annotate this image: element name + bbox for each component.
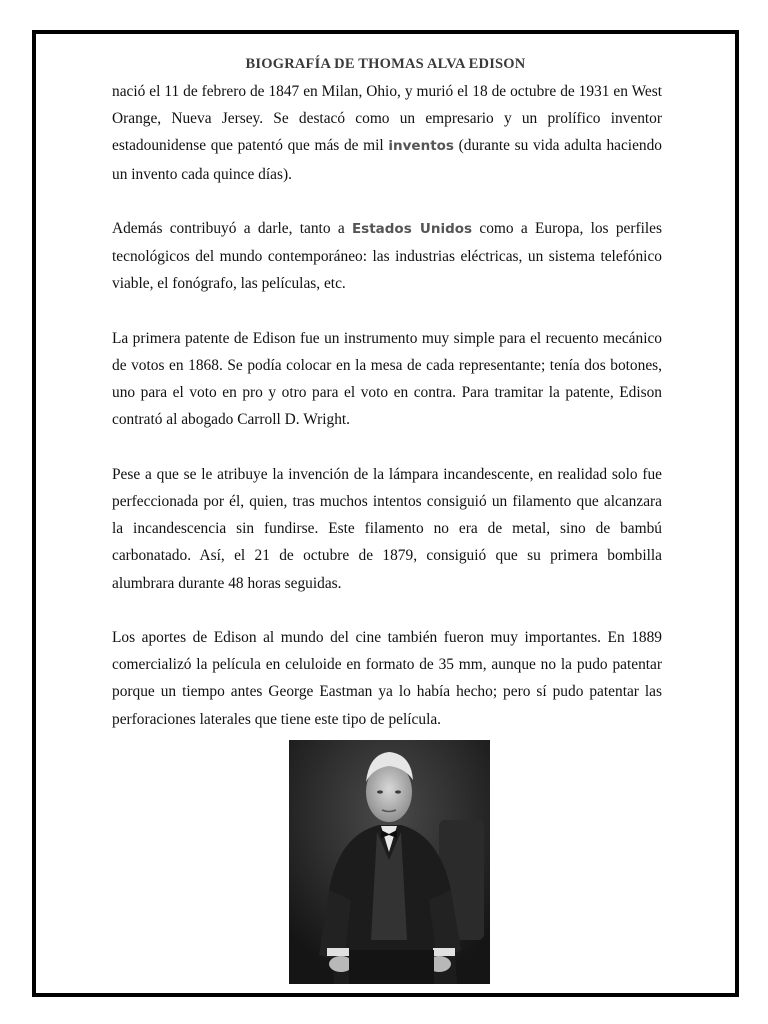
document-title: BIOGRAFÍA DE THOMAS ALVA EDISON xyxy=(245,56,526,72)
paragraph-text: (durante su vida adulta haciendo un invento cada quince días). xyxy=(112,137,662,183)
document-page xyxy=(32,30,739,997)
link-estados-unidos[interactable]: Estados Unidos xyxy=(351,221,473,237)
paragraph-text: nació el 11 de febrero de 1847 en Milan, Ohio, y murió el 18 de octubre de 1931 en West Orange, Nueva Jersey. Se destacó como un empresario y un prolífico inventor estadounidense que patentó que más de mil xyxy=(112,83,662,155)
paragraph-text: Además contribuyó a darle, tanto a xyxy=(112,220,352,237)
paragraph-cinema: Los aportes de Edison al mundo del cine también fueron muy importantes. En 1889 comercializó la película en celuloide en formato de 35 mm, aunque no la pudo patentar porque un tiempo antes George Eastman ya lo había hecho; pero sí pudo patentar las perforaciones laterales que tiene este tipo de película. xyxy=(112,629,662,728)
document-body xyxy=(112,78,662,760)
paragraph-contributions xyxy=(112,215,662,298)
paragraph-lamp: Pese a que se le atribuye la invención de la lámpara incandescente, en realidad solo fue perfeccionada por él, quien, tras muchos intentos consiguió un filamento que alcanzara la incandescencia sin fundirse. Este filamento no era de metal, sino de bambú carbonatado. Así, el 21 de octubre de 1879, consiguió que su primera bombilla alumbrara durante 48 horas seguidas. xyxy=(112,465,662,592)
paragraph-first-patent: La primera patente de Edison fue un instrumento muy simple para el recuento mecánico de votos en 1868. Se podía colocar en la mesa de cada representante; tenía dos botones, uno para el voto en pro y otro para el voto en contra. Para tramitar la patente, Edison contrató al abogado Carroll D. Wright. xyxy=(112,329,662,429)
paragraph-birth xyxy=(112,78,662,188)
edison-portrait-image xyxy=(289,740,490,984)
portrait-illustration xyxy=(289,740,490,984)
paragraph-text: como a Europa, los perfiles tecnológicos del mundo contemporáneo: las industrias eléctricas, un sistema telefónico viable, el fonógrafo, las películas, etc. xyxy=(112,220,662,293)
link-inventos[interactable]: inventos xyxy=(388,138,454,155)
